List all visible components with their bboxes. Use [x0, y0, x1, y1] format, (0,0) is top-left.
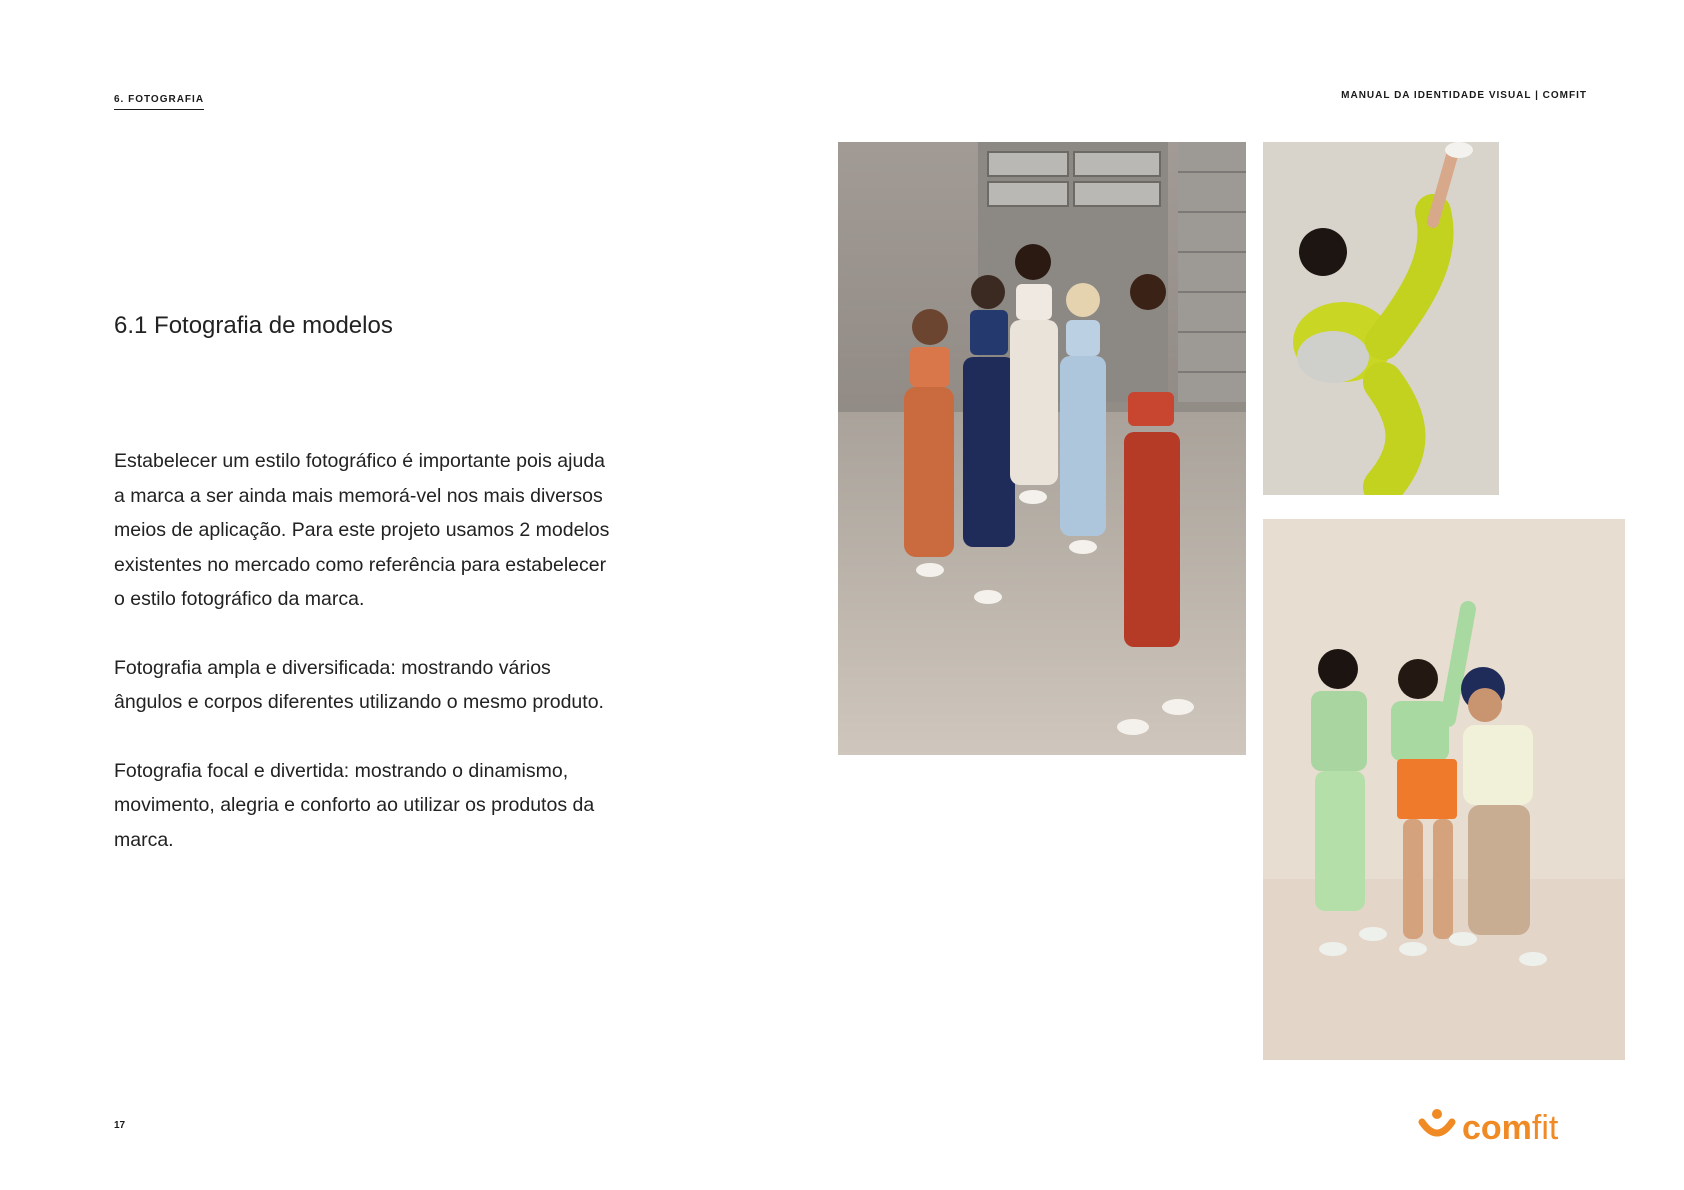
trio-models-photo: [1263, 519, 1625, 1060]
logo-text-fit: fit: [1531, 1109, 1559, 1147]
page-title: 6.1 Fotografia de modelos: [114, 312, 393, 339]
group-photo: [838, 142, 1246, 755]
comfit-logo: [1418, 1108, 1558, 1148]
logo-wordmark: [1462, 1111, 1558, 1145]
section-tag: 6. FOTOGRAFIA: [114, 94, 204, 110]
jumping-model-photo: [1263, 142, 1499, 495]
paragraph-intro: Estabelecer um estilo fotográfico é importante pois ajuda a marca a ser ainda mais memorá-vel nos mais diversos meios de aplicação. Para este projeto usamos 2 modelos existentes no mercado como referência para estabelecer o estilo fotográfico da marca.: [114, 450, 610, 610]
logo-text-com: com: [1462, 1109, 1532, 1147]
paragraph-focal-photography: Fotografia focal e divertida: mostrando o dinamismo, movimento, alegria e conforto ao utilizar os produtos da marca.: [114, 759, 595, 851]
smile-icon: [1418, 1108, 1456, 1148]
document-title: MANUAL DA IDENTIDADE VISUAL | COMFIT: [1341, 90, 1587, 101]
body-text: [114, 444, 614, 891]
paragraph-wide-photography: Fotografia ampla e diversificada: mostrando vários ângulos e corpos diferentes utilizando o mesmo produto.: [114, 656, 604, 713]
page-number: 17: [114, 1120, 126, 1131]
